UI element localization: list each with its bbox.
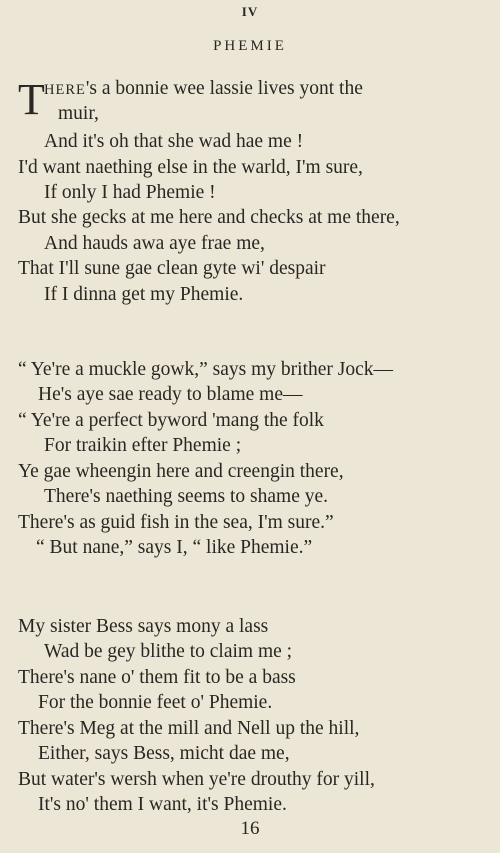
first-word-smallcaps: HERE <box>44 82 86 98</box>
stanza-2-line-8: “ But nane,” says I, “ like Phemie.” <box>36 537 313 558</box>
stanza-1-line-2: muir, <box>58 103 99 124</box>
stanza-1-line-6: But she gecks at me here and checks at me there, <box>18 207 400 228</box>
stanza-1-line-4: I'd want naething else in the warld, I'm sure, <box>18 157 363 178</box>
stanza-3-line-4: For the bonnie feet o' Phemie. <box>38 692 273 713</box>
poem-title: PHEMIE <box>213 38 287 54</box>
stanza-2-line-3: “ Ye're a perfect byword 'mang the folk <box>18 410 324 431</box>
stanza-3-line-3: There's nane o' them fit to be a bass <box>18 667 296 688</box>
stanza-2-line-4: For traikin efter Phemie ; <box>44 435 242 456</box>
stanza-3-line-1: My sister Bess says mony a lass <box>18 616 269 637</box>
first-line-tail: 's a bonnie wee lassie lives yont the <box>85 78 363 99</box>
stanza-2-line-7: There's as guid fish in the sea, I'm sure.” <box>18 512 334 533</box>
stanza-1-line-5: If only I had Phemie ! <box>44 182 216 203</box>
stanza-1-line-3: And it's oh that she wad hae me ! <box>44 131 304 152</box>
stanza-3-line-6: Either, says Bess, micht dae me, <box>38 743 290 764</box>
section-numeral: IV <box>241 4 259 19</box>
drop-cap: T <box>18 75 45 124</box>
stanza-1-line-7: And hauds awa aye frae me, <box>44 233 265 254</box>
stanza-1-line-1 <box>44 76 363 102</box>
stanza-2-line-2: He's aye sae ready to blame me— <box>38 384 303 405</box>
page-number: 16 <box>240 818 260 839</box>
stanza-1-line-8: That I'll sune gae clean gyte wi' despair <box>18 258 326 279</box>
stanza-3-line-7: But water's wersh when ye're drouthy for yill, <box>18 769 375 790</box>
stanza-2-line-5: Ye gae wheengin here and creengin there, <box>18 461 344 482</box>
stanza-2-line-1: “ Ye're a muckle gowk,” says my brither Jock— <box>18 359 394 380</box>
stanza-2-line-6: There's naething seems to shame ye. <box>44 486 329 507</box>
stanza-1-line-9: If I dinna get my Phemie. <box>44 284 244 305</box>
stanza-3-line-2: Wad be gey blithe to claim me ; <box>44 641 293 662</box>
stanza-3-line-5: There's Meg at the mill and Nell up the hill, <box>18 718 360 739</box>
stanza-3-line-8: It's no' them I want, it's Phemie. <box>38 794 287 815</box>
